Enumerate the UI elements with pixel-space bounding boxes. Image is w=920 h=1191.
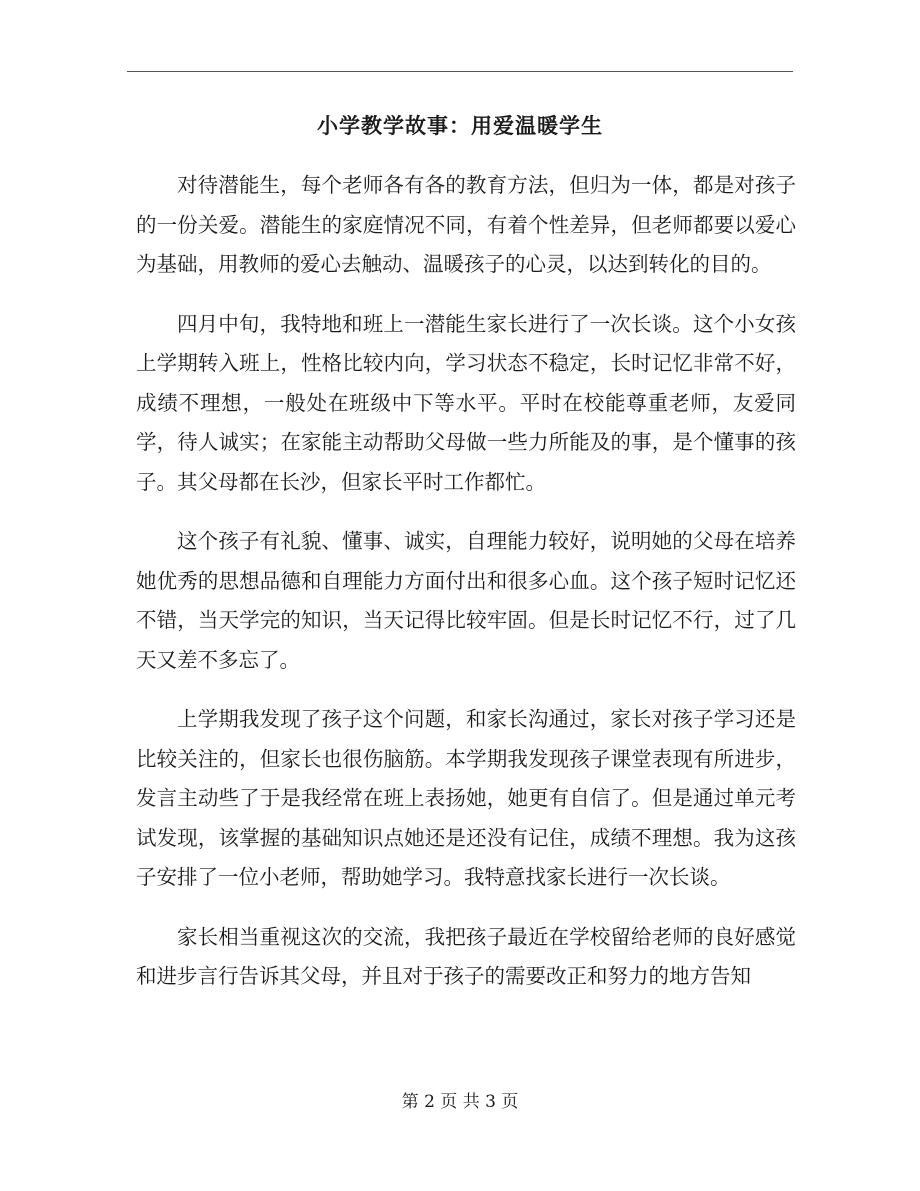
header-divider [127,71,793,72]
paragraph-3: 这个孩子有礼貌、懂事、诚实，自理能力较好，说明她的父母在培养她优秀的思想品德和自理能力方面付出和很多心血。这个孩子短时记忆还不错，当天学完的知识，当天记得比较牢固。但是长时记忆不行，过了几天又差不多忘了。 [136,529,796,672]
paragraph-5: 家长相当重视这次的交流，我把孩子最近在学校留给老师的良好感觉和进步言行告诉其父母，并且对于孩子的需要改正和努力的地方告知 [136,924,796,988]
page-number-footer: 第 2 页 共 3 页 [401,1092,519,1112]
paragraph-1: 对待潜能生，每个老师各有各的教育方法，但归为一体，都是对孩子的一份关爱。潜能生的家庭情况不同，有着个性差异，但老师都要以爱心为基础，用教师的爱心去触动、温暖孩子的心灵，以达到转化的目的。 [136,173,796,276]
document-body [136,166,796,1017]
paragraph-2: 四月中旬，我特地和班上一潜能生家长进行了一次长谈。这个小女孩上学期转入班上，性格比较内向，学习状态不稳定，长时记忆非常不好，成绩不理想，一般处在班级中下等水平。平时在校能尊重老师，友爱同学，待人诚实；在家能主动帮助父母做一些力所能及的事，是个懂事的孩子。其父母都在长沙，但家长平时工作都忙。 [136,311,796,494]
paragraph-4: 上学期我发现了孩子这个问题，和家长沟通过，家长对孩子学习还是比较关注的，但家长也很伤脑筋。本学期我发现孩子课堂表现有所进步，发言主动些了于是我经常在班上表扬她，她更有自信了。但是通过单元考试发现，该掌握的基础知识点她还是还没有记住，成绩不理想。我为这孩子安排了一位小老师，帮助她学习。我特意找家长进行一次长谈。 [136,707,796,889]
document-title: 小学教学故事：用爱温暖学生 [317,113,603,138]
